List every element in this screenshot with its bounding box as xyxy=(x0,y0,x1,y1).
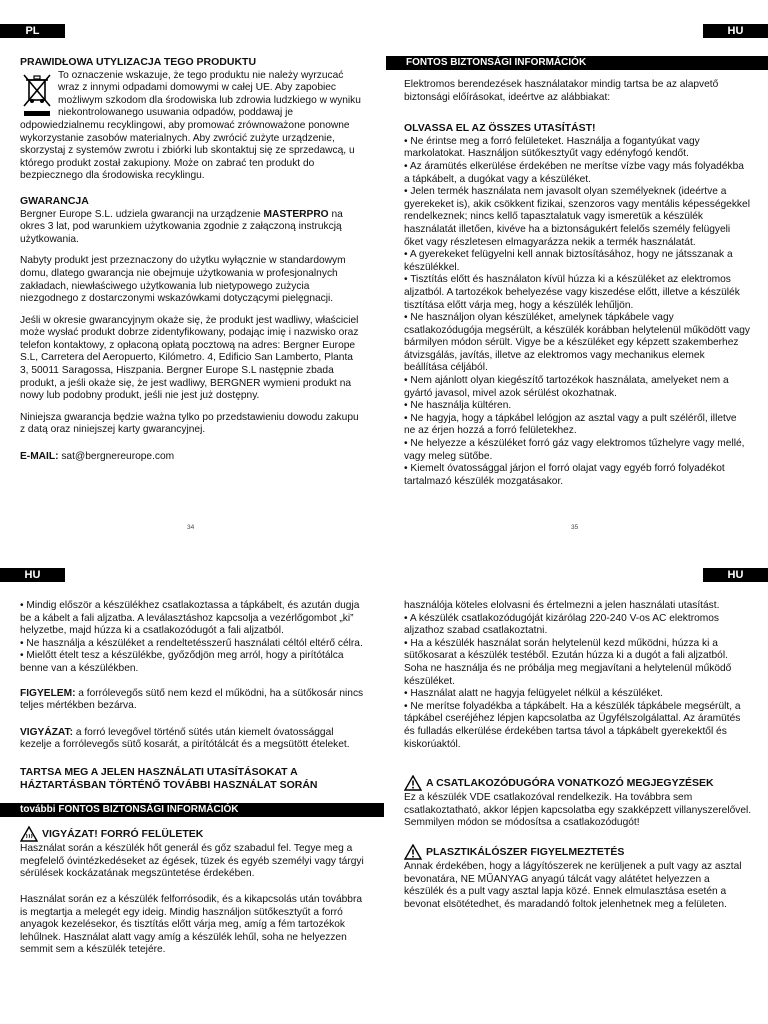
language-tab-pl: PL xyxy=(0,24,65,38)
page-hu-safety xyxy=(386,56,768,518)
list-item: • A készülék csatlakozódugóját kizárólag 220-240 V-os AC elektromos aljzathoz szabad csatlakoztatni. xyxy=(404,612,720,637)
list-item: • Jelen termék használata nem javasolt olyan személyeknek (ideértve a gyerekeket is), akik csökkent fizikai, szenzoros vagy mentális képességekkel rendelkeznek; nincs kellő tapasztalatuk vagy ismeretük a készülék használatát illetően, kivéve ha a biztonságukért felelős személy felügyeli őket vagy részletesen elmagyarázza nekik a termék használatát. xyxy=(404,186,750,248)
list-item: használója köteles elolvasni és értelmezni a jelen használati utasítást. xyxy=(404,600,720,611)
warranty-text: Bergner Europe S.L. udziela gwarancji na urządzenie xyxy=(20,208,264,220)
warning-triangle-icon xyxy=(404,844,422,860)
plug-notes-warning: Semmilyen módon se módosítsa a csatlakozódugót! xyxy=(404,817,640,829)
list-item: • Az áramütés elkerülése érdekében ne merítse vízbe vagy más folyadékba a tápkábelt, a dugókat vagy a készüléket. xyxy=(404,160,744,185)
usage-list xyxy=(20,600,364,676)
list-item: • Nem ajánlott olyan kiegészítő tartozékok használata, amelyeket nem a gyártó javasol, mivel azok sérülést okozhatnak. xyxy=(404,375,729,399)
list-item: • Ne használja kültéren. xyxy=(404,400,512,412)
attention-label: VIGYÁZAT: xyxy=(20,726,74,738)
caution-label: FIGYELEM: xyxy=(20,687,76,699)
page-number: 35 xyxy=(571,524,579,531)
electrical-list xyxy=(404,600,752,751)
page-number: 34 xyxy=(187,524,195,531)
section-bar: FONTOS BIZTONSÁGI INFORMÁCIÓK xyxy=(386,56,768,70)
warranty-scope: Nabyty produkt jest przeznaczony do użytku wyłącznie w standardowym domu, dlatego gwarancja nie obejmuje użytkowania w profesjonalnych zakładach, niewłaściwego użytkowania lub nietypowego zużycia niezgodnego z dostarczonymi wskazówkami dotyczącymi pielęgnacji. xyxy=(20,255,346,305)
brand-name: MASTERPRO xyxy=(263,208,329,220)
list-item: • Ne használja a készüléket a rendeltetésszerű használati céltól eltérő célra. xyxy=(20,637,363,649)
page-hu-usage xyxy=(0,600,384,1024)
list-item: • Mindig először a készülékhez csatlakoztassa a tápkábelt, és azután dugja be a kábelt a fali aljzatba. A leválasztáshoz kapcsolja a vezérlőgombot „ki” helyzetbe, majd húzza ki a csatlakozódugót a fali aljzatból. xyxy=(20,600,360,637)
list-item: • Ne helyezze a készüléket forró gáz vagy elektromos tűzhelyre vagy mellé, vagy meleg sütőbe. xyxy=(404,438,745,462)
plug-notes-heading xyxy=(404,775,752,791)
list-item: • Mielőtt ételt tesz a készülékbe, győződjön meg arról, hogy a pirítótálca benne van a készülékben. xyxy=(20,650,344,674)
crossed-bin-icon xyxy=(20,70,54,118)
plug-notes-text: Ez a készülék VDE csatlakozóval rendelkezik. Ha továbbra sem csatlakoztatható, akkor lépjen kapcsolatba egy szakképzett villanyszerelővel. xyxy=(404,792,752,816)
hot-surface-title: VIGYÁZAT! FORRÓ FELÜLETEK xyxy=(42,827,204,840)
hot-surface-warning-icon xyxy=(20,826,38,842)
disposal-title: PRAWIDŁOWA UTYLIZACJA TEGO PRODUKTU xyxy=(20,56,257,68)
hot-surface-text: Használat során ez a készülék felforrósodik, és a kikapcsolás után továbbra is megtartja a melegét egy ideig. Mindig használjon sütőkesztyűt a forró anyagok kezelésekor, és tisztítás előtt várja meg, amíg a fém tartozékok lehűlnek. Használat alatt vagy amíg a készülék lehűl, soha ne helyezzen semmit sem a készülék tetejére. xyxy=(20,893,363,956)
intro-text: Elektromos berendezések használatakor mindig tartsa be az alapvető biztonsági előírásokat, ideértve az alábbiakat: xyxy=(404,79,719,103)
email-address[interactable]: sat@bergnereurope.com xyxy=(58,451,175,463)
plasticizer-text: Annak érdekében, hogy a lágyítószerek ne kerüljenek a pult vagy az asztal bevonatára, NE MŰANYAG anyagú tálcát vagy alátétet helyezzen a készülék és a pult vagy asztal lapja közé. Ennek elmulasztása esetén a bevonat elsötétedhet, és maradandó foltok jelenhetnek meg a felületen. xyxy=(404,860,742,910)
hot-surface-heading xyxy=(20,826,364,842)
plasticizer-heading xyxy=(404,844,752,860)
warranty-text: na okres 3 lat, pod warunkiem użytkowania zgodnie z załączoną instrukcją użytkowania. xyxy=(20,208,343,245)
language-tab-hu: HU xyxy=(0,568,65,582)
attention-text: a forró levegővel történő sütés után kiemelt óvatossággal kezelje a forrólevegős sütő kosarát, a pirítótálcát és a megsütött ételeket. xyxy=(20,726,350,751)
list-item: • Használat alatt ne hagyja felügyelet nélkül a készüléket. xyxy=(404,688,663,700)
keep-instructions-heading: TARTSA MEG A JELEN HASZNÁLATI UTASÍTÁSOKAT A HÁZTARTÁSBAN TÖRTÉNŐ TOVÁBBI HASZNÁLAT SORÁN xyxy=(20,765,318,791)
page-hu-electrical xyxy=(404,600,752,1024)
section-bar: további FONTOS BIZTONSÁGI INFORMÁCIÓK xyxy=(0,803,384,817)
read-all-heading: OLVASSA EL AZ ÖSSZES UTASÍTÁST! xyxy=(404,122,596,135)
language-tab-hu: HU xyxy=(703,568,768,582)
plug-notes-title: A CSATLAKOZÓDUGÓRA VONATKOZÓ MEGJEGYZÉSEK xyxy=(426,776,714,789)
list-item: • Tisztítás előtt és használaton kívül húzza ki a készüléket az elektromos aljzatból. A tartozékok behelyezése vagy kiszedése előtt, illetve a készülék tisztítása előtt várja meg, hogy a készülék lehűljön. xyxy=(404,274,740,311)
list-item: • A gyerekeket felügyelni kell annak biztosításához, hogy ne játsszanak a készülékkel. xyxy=(404,249,733,273)
list-item: • Ne használjon olyan készüléket, amelynek tápkábele vagy csatlakozódugója megsérült, a készülék korábban helytelenül működött vagy bármilyen módon sérült. Vigye be a készüléket egy képzett szakemberhez átvizsgálás, javítás, illetve az elektromos vagy mechanikus elemek beállítása céljából. xyxy=(404,312,751,374)
plasticizer-title: PLASZTIKÁLÓSZER FIGYELMEZTETÉS xyxy=(426,845,625,858)
language-tab-hu: HU xyxy=(703,24,768,38)
page-pl xyxy=(20,56,362,506)
safety-list xyxy=(404,136,750,489)
email-label: E-MAIL: xyxy=(20,451,59,463)
disposal-text: To oznaczenie wskazuje, że tego produktu nie należy wyrzucać wraz z innymi odpadami domowymi w całej UE. Aby zapobiec możliwym szkodom dla środowiska lub zdrowia ludzkiego w wyniku niekontrolowanego usuwania odpadów, poddawaj je odpowiedzialnemu recyklingowi, aby promować zrównoważone ponowne wykorzystanie zasobów materialnych. Aby zwrócić zużyte urządzenie, skorzystaj z systemów zwrotu i zbiórki lub skontaktuj się ze sprzedawcą, u którego produkt został zakupiony. Może on zabrać ten produkt do bezpiecznego dla środowiska recyklingu. xyxy=(20,69,361,182)
caution-text: a forrólevegős sütő nem kezd el működni, ha a sütőkosár nincs teljes mértékben bezárva. xyxy=(20,687,364,712)
warranty-title: GWARANCJA xyxy=(20,194,89,207)
list-item: • Kiemelt óvatossággal járjon el forró olajat vagy egyéb forró folyadékot tartalmazó készülék mozgatásakor. xyxy=(404,463,725,487)
list-item: • Ha a készülék használat során helytelenül kezd működni, húzza ki a sütőkosarat a készülék testéből. Ezután húzza ki a dugót a fali aljzatból. Soha ne használja és ne próbálja meg megjavítani a helytelenül működő készüléket. xyxy=(404,637,732,687)
warning-triangle-icon xyxy=(404,775,422,791)
list-item: • Ne érintse meg a forró felületeket. Használja a fogantyúkat vagy markolatokat. Használjon sütőkesztyűt vagy edényfogó kendőt. xyxy=(404,135,700,160)
hot-surface-text: Használat során a készülék hőt generál és gőz szabadul fel. Tegye meg a megfelelő óvintézkedéseket az égések, tüzek és egyéb személyi vagy tárgyi sérülések kockázatának megszüntetése érdekében. xyxy=(20,843,364,880)
warranty-validity: Niniejsza gwarancja będzie ważna tylko po przedstawieniu dowodu zakupu z datą oraz niniejszej karty gwarancyjnej. xyxy=(20,411,359,436)
list-item: • Ne hagyja, hogy a tápkábel lelógjon az asztal vagy a pult széléről, illetve ne az érjen hozzá a forró felületekhez. xyxy=(404,412,737,437)
list-item: • Ne merítse folyadékba a tápkábelt. Ha a készülék tápkábele megsérült, a tápkábel cseréjéhez lépjen kapcsolatba az Ügyfélszolgálattal. Az áramütés és fulladás elkerülése érdekében tartsa távol a tápkábelt gyerekektől és kiskorúaktól. xyxy=(404,700,741,750)
warranty-claims: Jeśli w okresie gwarancyjnym okaże się, że produkt jest wadliwy, właściciel może wysłać produkt dobrze zidentyfikowany, podając imię i nazwisko oraz telefon kontaktowy, z opłaconą opłatą pocztową na adres: Bergner Europe S.L, Carretera del Aeropuerto, Kilómetro. 4, Edificio San Lamberto, Planta 3, 50011 Saragossa, Hiszpania. Bergner Europe S.L następnie zbada produkt, a jeśli okaże się, że jest wadliwy, BERGNER wymieni produkt na nowy lub podobny produkt, jeśli nie jest już dostępny. xyxy=(20,314,359,402)
